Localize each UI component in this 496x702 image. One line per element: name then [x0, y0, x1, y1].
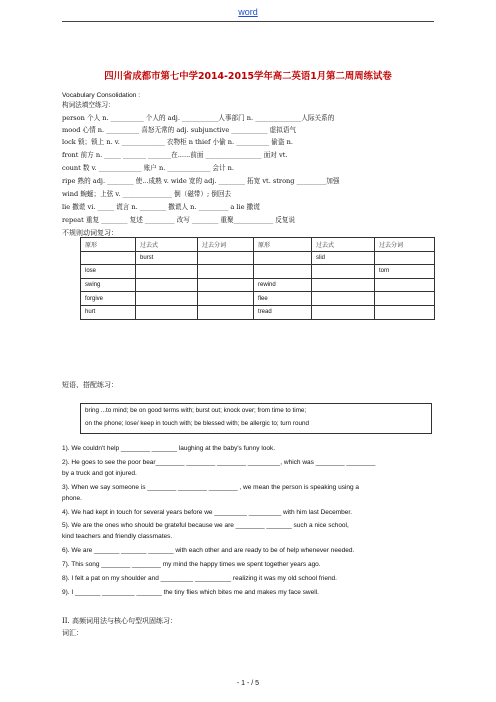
section2-sub: 词汇： — [62, 629, 83, 637]
section2-heading: II. 高频词用法与核心句型巩固练习： — [62, 617, 177, 625]
table-cell: hurt — [81, 305, 136, 319]
phrase-line: bring ...to mind; be on good terms with; burst out; knock over; from time to time; — [85, 407, 307, 414]
exercise-sentence: 1). We couldn't help ________ _______ laughing at the baby's funny look. — [62, 445, 276, 452]
table-cell — [81, 251, 136, 265]
table-row — [81, 251, 435, 265]
table-cell — [312, 305, 375, 319]
table-cell — [136, 278, 198, 292]
table-cell: forgive — [81, 292, 136, 306]
verb-heading: 不规则动词复习： — [62, 229, 118, 237]
wordform-line: lie 撒谎 vi. _____ 谎言 n. ________ 撒谎人 n. _________ a lie 撒谎 — [62, 203, 260, 211]
page-number: - 1 - / 5 — [236, 680, 260, 687]
wordform-line: mood 心情 n. __________ 喜怒无常的 adj. subjunctive ___________ 虚拟语气 — [62, 126, 297, 134]
table-cell — [312, 265, 375, 279]
table-cell — [198, 292, 254, 306]
table-header-row — [81, 238, 435, 252]
table-cell — [198, 278, 254, 292]
table-cell — [312, 278, 375, 292]
header-rule — [62, 21, 434, 22]
table-cell — [254, 251, 312, 265]
table-cell — [136, 305, 198, 319]
exercise-sentence: by a truck and got injured. — [62, 470, 137, 477]
table-cell: flee — [254, 292, 312, 306]
table-cell: tread — [254, 305, 312, 319]
wordform-line: ripe 熟的 adj. ________ 使...成熟 v. wide 宽的 adj. ________ 拓宽 vt. strong _________加强 — [62, 177, 340, 185]
wordform-line: count 数 v. _____________ 账户 n. _____________ 会计 n. — [62, 164, 234, 172]
table-cell: lose — [81, 265, 136, 279]
phrase-heading: 短语、搭配练习： — [62, 381, 118, 389]
phrase-box — [80, 403, 432, 434]
exercise-sentence: 4). We had kept in touch for several years before we _________ _________ with him last December. — [62, 509, 353, 516]
wordform-line: person 个人 n. __________ 个人的 adj. ___________人事部门 n. ______________人际关系的 — [62, 114, 335, 122]
table-cell: slid — [312, 251, 375, 265]
wordform-line: wind 蜿蜒；上弦 v. _______________ 倒（磁带）; 倒回去 — [62, 190, 232, 198]
exercise-sentence: kind teachers and friendly classmates. — [62, 533, 173, 540]
table-row — [81, 292, 435, 306]
table-cell — [198, 265, 254, 279]
table-header-cell: 过去式 — [312, 238, 375, 252]
table-header-cell: 过去分词 — [375, 238, 435, 252]
table-cell: torn — [375, 265, 435, 279]
wordform-line: repeat 重复 ________ 复述 _________ 改写 ________ 重聚____________ 反复说 — [62, 216, 296, 224]
table-cell — [198, 251, 254, 265]
exercise-sentence: 7). This song ________ ________ my mind the happy times we spent together years ago. — [62, 561, 321, 568]
exercise-sentence: phone. — [62, 495, 82, 502]
table-cell — [375, 292, 435, 306]
table-header-cell: 原形 — [254, 238, 312, 252]
table-cell — [136, 292, 198, 306]
exercise-sentence: 5). We are the ones who should be grateful because we are ________ _______ such a nice school, — [62, 522, 349, 529]
header-word-link[interactable]: word — [238, 7, 258, 17]
exercise-sentence: 6). We are _______ _______ _______ with each other and are ready to be of help whenever needed. — [62, 547, 355, 554]
exercise-sentence: 8). I felt a pat on my shoulder and _________ __________ realizing it was my old school friend. — [62, 575, 337, 582]
table-row — [81, 305, 435, 319]
wordform-heading: 构词法填空练习： — [62, 101, 115, 109]
table-cell — [375, 278, 435, 292]
exercise-sentence: 9). I _______ _________ _______ the tiny flies which bites me and makes my face swell. — [62, 589, 319, 596]
table-cell — [136, 265, 198, 279]
wordform-line: lock 锁；锁上 n. v. _____________ 衣物柜 n thief 小偷 n. __________ 偷盗 n. — [62, 138, 293, 146]
table-cell — [198, 305, 254, 319]
irregular-verb-table — [80, 237, 435, 320]
table-cell — [375, 251, 435, 265]
table-row — [81, 265, 435, 279]
table-cell: swing — [81, 278, 136, 292]
table-header-cell: 过去式 — [136, 238, 198, 252]
table-header-cell: 原形 — [81, 238, 136, 252]
exercise-sentence: 2). He goes to see the poor bear________ ________ ________ _________, which was ________ ________ — [62, 459, 376, 466]
vocab-heading: Vocabulary Consolidation : — [62, 92, 141, 99]
table-cell: burst — [136, 251, 198, 265]
exercise-sentence: 3). When we say someone is ________ ________ ________ , we mean the person is speaking using a — [62, 484, 360, 491]
table-cell: rewind — [254, 278, 312, 292]
table-cell — [312, 292, 375, 306]
wordform-line: front 前方 n. _____ _______ _______在......前面 _________________ 面对 vt. — [62, 151, 288, 159]
page-title: 四川省成都市第七中学2014-2015学年高二英语1月第二周周练试卷 — [104, 71, 392, 82]
table-row — [81, 278, 435, 292]
phrase-line: on the phone; lose/ keep in touch with; be blessed with; be allergic to; turn round — [85, 419, 310, 427]
table-cell — [254, 265, 312, 279]
table-header-cell: 过去分词 — [198, 238, 254, 252]
table-cell — [375, 305, 435, 319]
